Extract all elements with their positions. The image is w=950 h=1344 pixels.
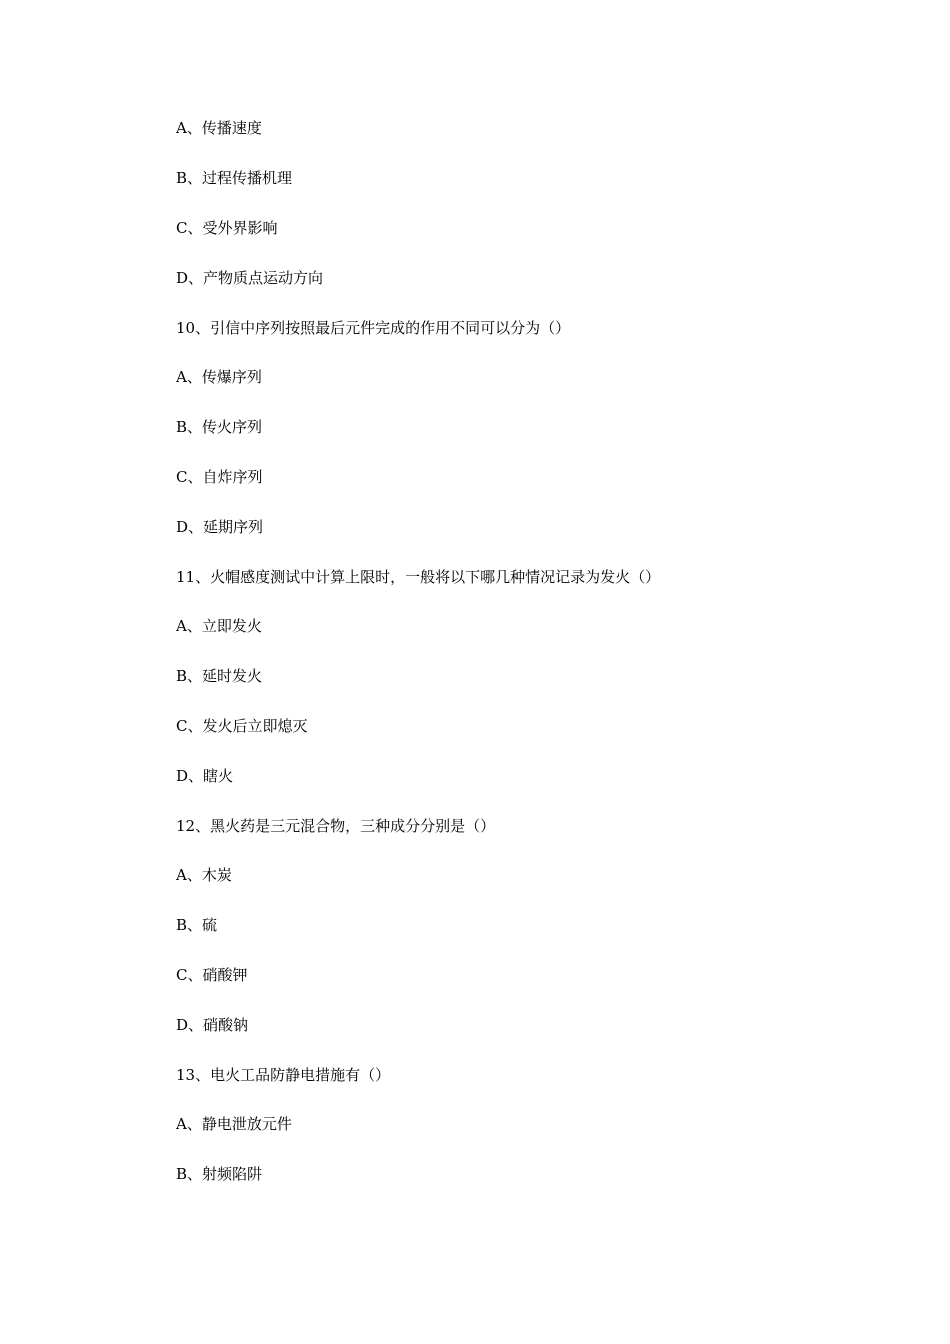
question-11-text: 11、火帽感度测试中计算上限时，一般将以下哪几种情况记录为发火（） [176, 568, 661, 586]
option-a-text: A、静电泄放元件 [176, 1115, 292, 1133]
option-a-text: A、传播速度 [176, 119, 262, 137]
option-a-text: A、立即发火 [176, 617, 262, 635]
option-b-text: B、延时发火 [176, 667, 263, 685]
option-a-text: A、木炭 [176, 866, 232, 884]
question-13-text: 13、电火工品防静电措施有（） [176, 1066, 391, 1084]
option-d-text: D、硝酸钠 [176, 1016, 249, 1034]
option-c-text: C、自炸序列 [176, 468, 263, 486]
option-d-text: D、产物质点运动方向 [176, 269, 324, 287]
option-d-text: D、瞎火 [176, 767, 234, 785]
option-b-text: B、过程传播机理 [176, 169, 293, 187]
option-c-text: C、受外界影响 [176, 219, 278, 237]
option-a-text: A、传爆序列 [176, 368, 262, 386]
option-b-text: B、传火序列 [176, 418, 263, 436]
option-d-text: D、延期序列 [176, 518, 264, 536]
question-10-text: 10、引信中序列按照最后元件完成的作用不同可以分为（） [176, 319, 571, 337]
option-c-text: C、硝酸钾 [176, 966, 248, 984]
option-c-text: C、发火后立即熄灭 [176, 717, 308, 735]
option-b-text: B、硫 [176, 916, 218, 934]
question-12-text: 12、黑火药是三元混合物，三种成分分别是（） [176, 817, 496, 835]
option-b-text: B、射频陷阱 [176, 1165, 263, 1183]
